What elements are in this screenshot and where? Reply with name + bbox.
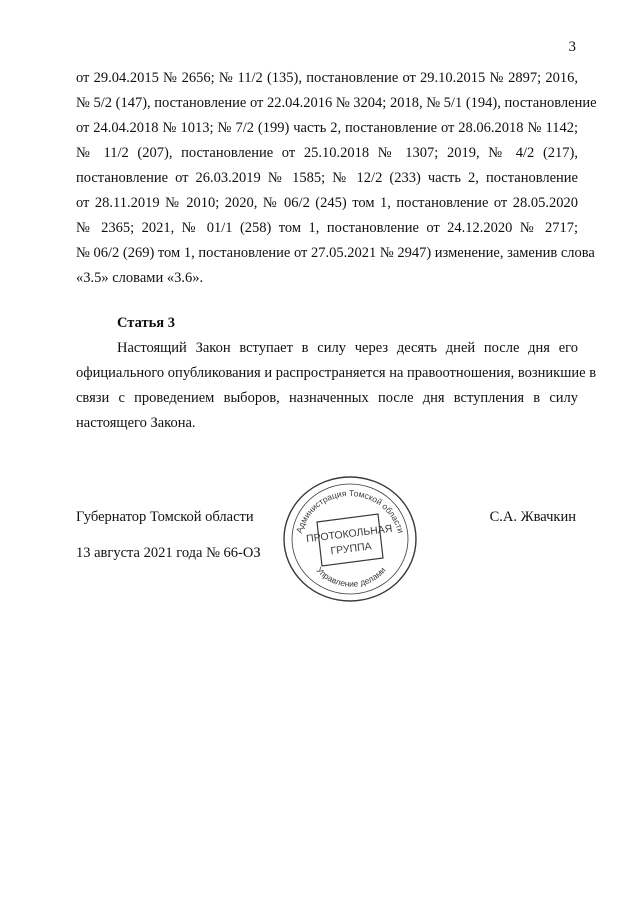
article-heading: Статья 3: [117, 315, 175, 331]
body-line: «3.5» словами «3.6».: [76, 270, 204, 286]
stamp-outer-text: Администрация Томской области: [293, 487, 407, 535]
article-line: связи с проведением выборов, назначенных после дня вступления в силу: [76, 390, 578, 406]
official-stamp: [281, 474, 419, 604]
stamp-inner-line-2: ГРУППА: [329, 540, 373, 558]
signatory-name: С.А. Жвачкин: [489, 509, 576, 525]
body-line: № 5/2 (147), постановление от 22.04.2016 № 3204; 2018, № 5/1 (194), постановление: [76, 95, 597, 111]
body-line: № 2365; 2021, № 01/1 (258) том 1, постановление от 24.12.2020 № 2717;: [76, 220, 578, 236]
body-line: от 24.04.2018 № 1013; № 7/2 (199) часть 2, постановление от 28.06.2018 № 1142;: [76, 120, 578, 136]
page-number: 3: [568, 39, 576, 55]
body-line: № 06/2 (269) том 1, постановление от 27.05.2021 № 2947) изменение, заменив слова: [76, 245, 595, 261]
signatory-title: Губернатор Томской области: [76, 509, 254, 525]
body-line: от 29.04.2015 № 2656; № 11/2 (135), постановление от 29.10.2015 № 2897; 2016,: [76, 70, 578, 86]
law-date-number: 13 августа 2021 года № 66-ОЗ: [76, 545, 261, 561]
article-line: официального опубликования и распространяется на правоотношения, возникшие в: [76, 365, 597, 381]
stamp-inner-line-1: ПРОТОКОЛЬНАЯ: [305, 522, 393, 546]
article-line: Настоящий Закон вступает в силу через десять дней после дня его: [117, 340, 578, 356]
body-line: постановление от 26.03.2019 № 1585; № 12/2 (233) часть 2, постановление: [76, 170, 578, 186]
stamp-bottom-text: Управление делами: [314, 565, 388, 589]
article-line: настоящего Закона.: [76, 415, 196, 431]
body-line: № 11/2 (207), постановление от 25.10.2018 № 1307; 2019, № 4/2 (217),: [76, 145, 578, 161]
body-line: от 28.11.2019 № 2010; 2020, № 06/2 (245) том 1, постановление от 28.05.2020: [76, 195, 578, 211]
